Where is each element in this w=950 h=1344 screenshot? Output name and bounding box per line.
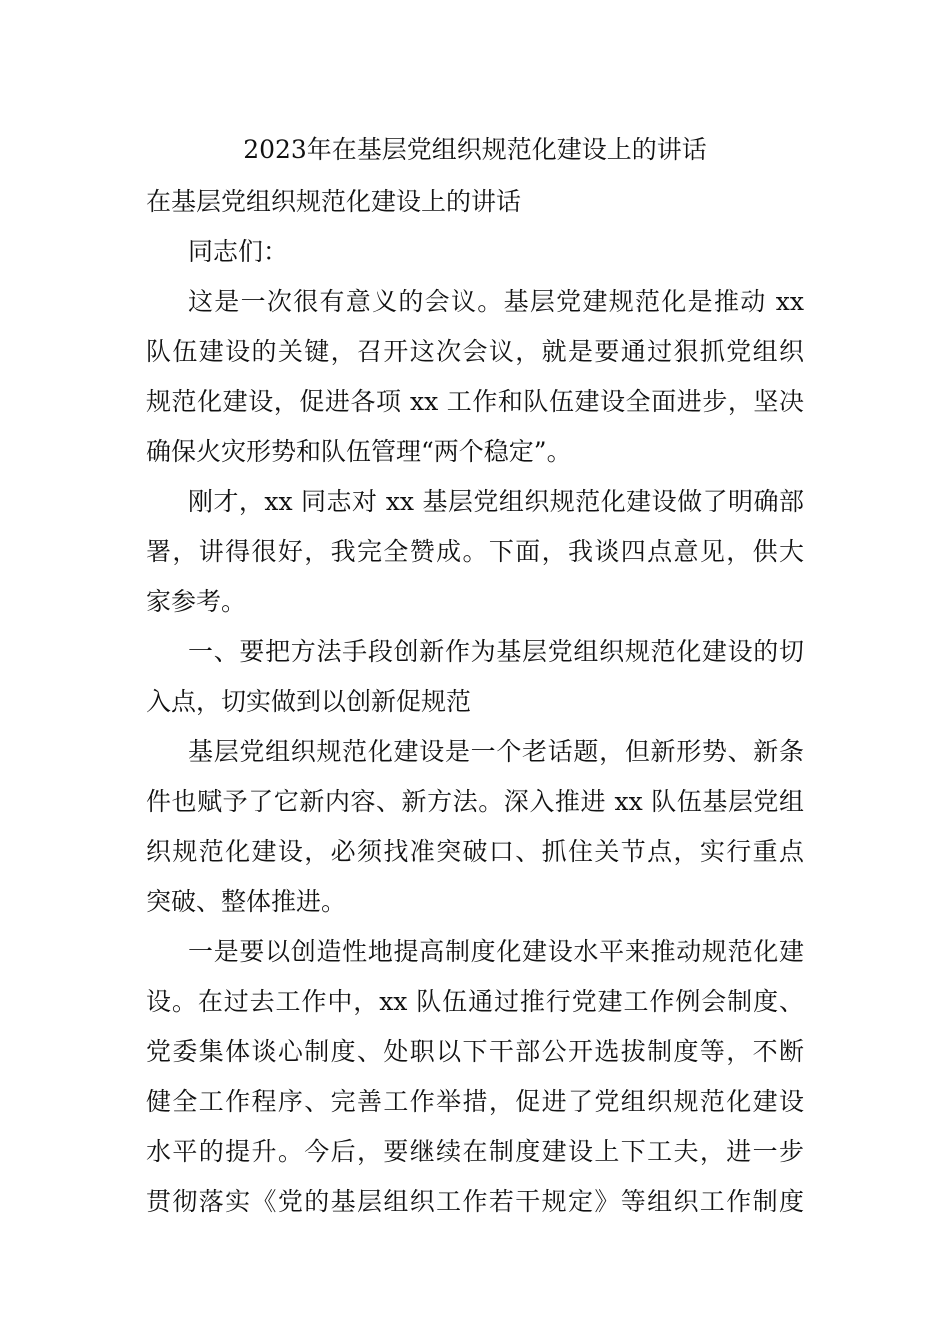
body-line: 规范化建设，促进各项 xx 工作和队伍建设全面进步，坚决 — [146, 387, 804, 416]
body-line: 家参考。 — [146, 587, 247, 616]
body-line: 突破、整体推进。 — [146, 887, 347, 916]
section-heading-line: 入点，切实做到以创新促规范 — [146, 687, 472, 716]
body-line: 健全工作程序、完善工作举措，促进了党组织规范化建设 — [146, 1087, 804, 1116]
body-line: 织规范化建设，必须找准突破口、抓住关节点，实行重点 — [146, 837, 804, 866]
body-line: 署，讲得很好，我完全赞成。下面，我谈四点意见，供大 — [146, 537, 804, 566]
body-line: 确保火灾形势和队伍管理“两个稳定”。 — [146, 437, 572, 466]
document-title: 2023年在基层党组织规范化建设上的讲话 — [243, 135, 707, 164]
salutation: 同志们： — [188, 237, 289, 266]
body-line: 队伍建设的关键，召开这次会议，就是要通过狠抓党组织 — [146, 337, 804, 366]
body-line: 一是要以创造性地提高制度化建设水平来推动规范化建 — [188, 937, 804, 966]
body-line: 水平的提升。今后，要继续在制度建设上下工夫，进一步 — [146, 1137, 804, 1166]
body-line: 党委集体谈心制度、处职以下干部公开选拔制度等，不断 — [146, 1037, 804, 1066]
body-line: 件也赋予了它新内容、新方法。深入推进 xx 队伍基层党组 — [146, 787, 804, 816]
body-line: 设。在过去工作中，xx 队伍通过推行党建工作例会制度、 — [146, 987, 804, 1016]
body-line: 基层党组织规范化建设是一个老话题，但新形势、新条 — [188, 737, 804, 766]
body-line: 贯彻落实《党的基层组织工作若干规定》等组织工作制度 — [146, 1187, 804, 1216]
body-line: 刚才，xx 同志对 xx 基层党组织规范化建设做了明确部 — [188, 487, 804, 516]
section-heading-line: 一、要把方法手段创新作为基层党组织规范化建设的切 — [188, 637, 804, 666]
body-line: 这是一次很有意义的会议。基层党建规范化是推动 xx — [188, 287, 804, 316]
document-subtitle: 在基层党组织规范化建设上的讲话 — [146, 187, 522, 216]
